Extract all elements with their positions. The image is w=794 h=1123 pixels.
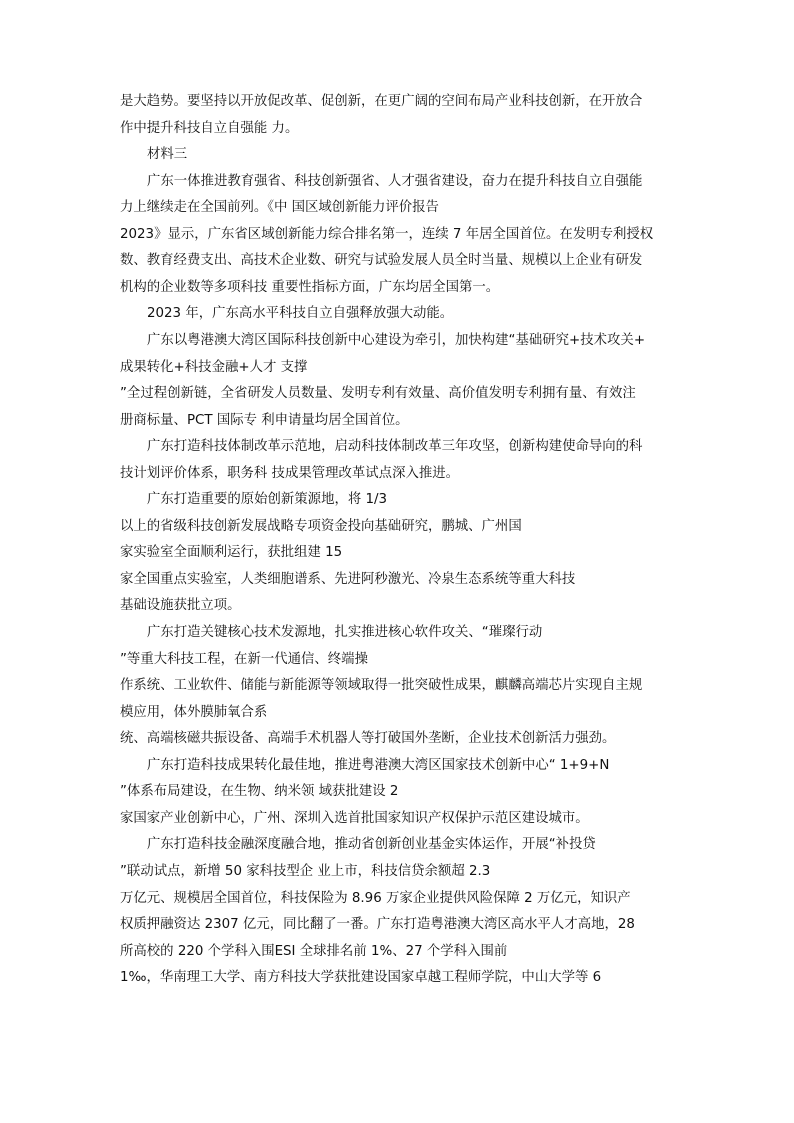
text-line: ”体系布局建设，在生物、纳米领 域获批建设 2 — [120, 784, 399, 800]
text-line: 权质押融资达 2307 亿元，同比翻了一番。广东打造粤港澳大湾区高水平人才高地，28 — [120, 917, 635, 933]
text-line: 家实验室全面顺利运行，获批组建 15 — [120, 545, 343, 561]
text-line: 2023 年，广东高水平科技自立自强释放强大动能。 — [147, 306, 454, 322]
text-line: ”全过程创新链，全省研发人员数量、发明专利有效量、高价值发明专利拥有量、有效注 — [120, 386, 636, 402]
text-line: 家全国重点实验室，人类细胞谱系、先进阿秒激光、冷泉生态系统等重大科技 — [120, 571, 576, 587]
text-line: 作中提升科技自立自强能 力。 — [120, 120, 299, 136]
text-line: 技计划评价体系，职务科 技成果管理改革试点深入推进。 — [120, 465, 460, 481]
text-line: 数、教育经费支出、高技术企业数、研究与试验发展人员全时当量、规模以上企业有研发 — [120, 253, 643, 269]
text-line: 以上的省级科技创新发展战略专项资金投向基础研究，鹏城、广州国 — [120, 518, 522, 534]
text-line: 统、高端核磁共振设备、高端手术机器人等打破国外垄断，企业技术创新活力强劲。 — [120, 731, 616, 747]
text-line: 广东打造科技金融深度融合地，推动省创新创业基金实体运作，开展“补投贷 — [147, 837, 596, 853]
text-line: 基础设施获批立项。 — [120, 598, 241, 614]
text-line: 机构的企业数等多项科技 重要性指标方面，广东均居全国第一。 — [120, 279, 500, 295]
text-line: ”等重大科技工程，在新一代通信、终端操 — [120, 651, 368, 667]
text-line: 所高校的 220 个学科入围ESI 全球排名前 1%、27 个学科入围前 — [120, 943, 508, 959]
text-line: ”联动试点，新增 50 家科技型企 业上市，科技信贷余额超 2.3 — [120, 863, 491, 879]
text-line: 家国家产业创新中心，广州、深圳入选首批国家知识产权保护示范区建设城市。 — [120, 810, 589, 826]
text-line: 广东打造重要的原始创新策源地，将 1/3 — [147, 492, 388, 508]
text-line: 1‰，华南理工大学、南方科技大学获批建设国家卓越工程师学院，中山大学等 6 — [120, 970, 602, 986]
text-line: 成果转化+科技金融+人才 支撑 — [120, 359, 308, 375]
text-line: 2023》显示，广东省区域创新能力综合排名第一，连续 7 年居全国首位。在发明专利授权 — [120, 226, 654, 242]
text-line: 是大趋势。要坚持以开放促改革、促创新，在更广阔的空间布局产业科技创新，在开放合 — [120, 94, 643, 109]
text-line: 模应用，体外膜肺氧合系 — [120, 704, 268, 720]
text-line: 广东一体推进教育强省、科技创新强省、人才强省建设，奋力在提升科技自立自强能 — [147, 173, 643, 189]
text-line: 万亿元、规模居全国首位，科技保险为 8.96 万家企业提供风险保障 2 万亿元，知识产 — [120, 890, 631, 906]
text-line: 册商标量、PCT 国际专 利申请量均居全国首位。 — [120, 412, 409, 428]
text-line: 广东打造关键核心技术发源地，扎实推进核心软件攻关、“璀璨行动 — [147, 625, 543, 640]
text-line: 广东以粤港澳大湾区国际科技创新中心建设为牵引，加快构建“基础研究+技术攻关+ — [147, 332, 646, 348]
text-line: 作系统、工业软件、储能与新能源等领域取得一批突破性成果，麒麟高端芯片实现自主规 — [120, 678, 643, 694]
text-line: 广东打造科技成果转化最佳地，推进粤港澳大湾区国家技术创新中心“ 1+9+N — [147, 757, 610, 773]
text-line: 广东打造科技体制改革示范地，启动科技体制改革三年攻坚，创新构建使命导向的科 — [147, 439, 643, 455]
text-line: 力上继续走在全国前列。《中 国区域创新能力评价报告 — [120, 200, 439, 216]
text-line: 材料三 — [147, 147, 188, 163]
